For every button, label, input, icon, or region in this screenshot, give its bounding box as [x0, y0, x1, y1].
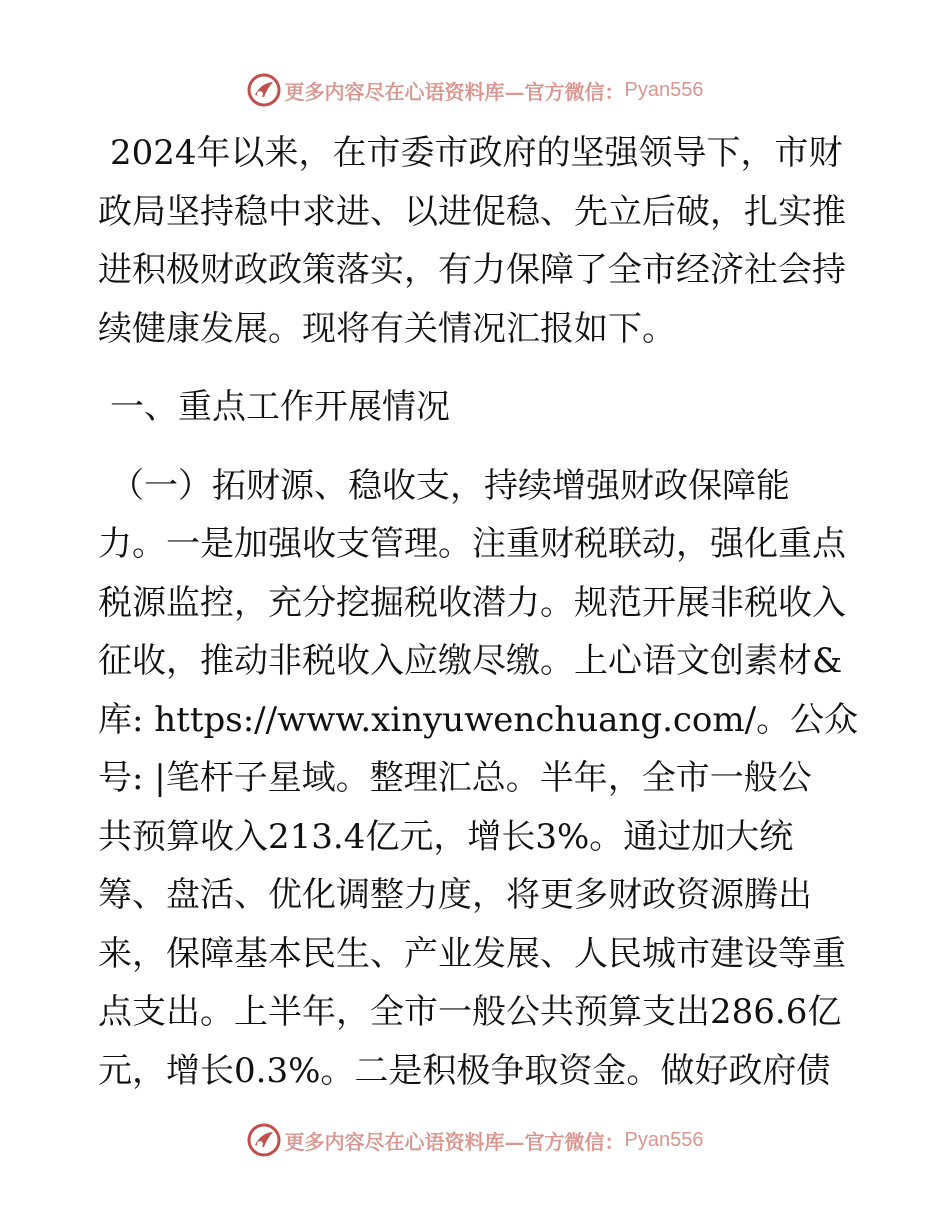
text-line: 元，增长0.3%。二是积极争取资金。做好政府债: [98, 1050, 831, 1091]
text-line: 库: https://www.xinyuwenchuang.com/。公众: [98, 699, 859, 740]
watermark-text: 更多内容尽在心语资料库—官方微信：: [284, 79, 625, 104]
subsection-paragraph: [98, 457, 858, 1101]
text-line: 力。一是加强收支管理。注重财税联动，强化重点: [98, 524, 846, 564]
text-line: 号: |笔杆子星域。整理汇总。半年，全市一般公: [98, 758, 812, 798]
brand-logo-icon: [247, 1123, 281, 1157]
text-line: 税源监控，充分挖掘税收潜力。规范开展非税收入: [98, 582, 846, 623]
watermark-footer: [0, 1122, 950, 1158]
text-line: 征收，推动非税收入应缴尽缴。上心语文创素材&: [98, 641, 843, 681]
text-line: 共预算收入213.4亿元，增长3%。通过加大统: [98, 816, 794, 857]
text-line: 点支出。上半年，全市一般公共预算支出286.6亿: [98, 992, 842, 1032]
brand-logo-icon: [247, 73, 281, 107]
watermark-text: 更多内容尽在心语资料库—官方微信：: [284, 1129, 625, 1154]
text-line: （一）拓财源、稳收支，持续增强财政保障能: [110, 465, 790, 506]
watermark-wechat-id: Pyan556: [624, 1128, 704, 1151]
section-heading: 一、重点工作开展情况: [110, 387, 450, 427]
intro-paragraph: [98, 124, 858, 358]
text-line: 进积极财政政策落实，有力保障了全市经济社会持: [98, 250, 846, 290]
watermark-wechat-id: Pyan556: [624, 78, 704, 101]
text-line: 续健康发展。现将有关情况汇报如下。: [98, 308, 676, 349]
text-line: 来，保障基本民生、产业发展、人民城市建设等重: [98, 933, 846, 974]
watermark-header: [0, 72, 950, 108]
text-line: 筹、盘活、优化调整力度，将更多财政资源腾出: [98, 875, 812, 915]
text-line: 政局坚持稳中求进、以进促稳、先立后破，扎实推: [98, 191, 846, 232]
document-body: [98, 124, 858, 1100]
text-line: 2024年以来，在市委市政府的坚强领导下，市财: [110, 133, 843, 173]
